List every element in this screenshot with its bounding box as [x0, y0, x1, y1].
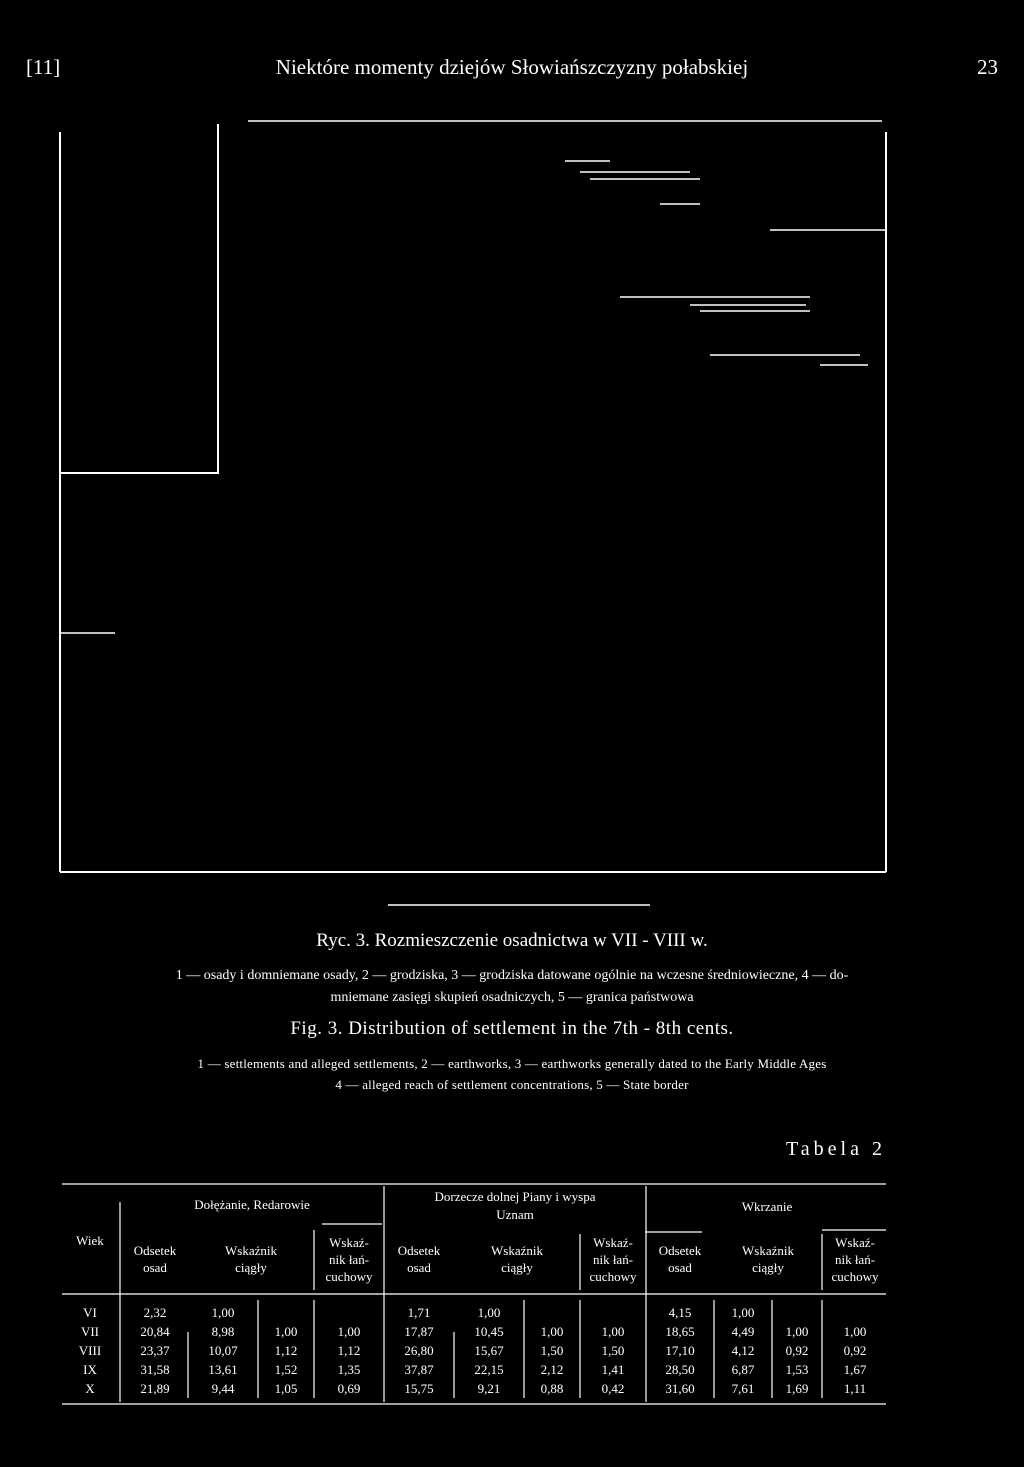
subhead-wsk-lanc — [824, 1234, 886, 1285]
figure-legend-en — [40, 1053, 984, 1095]
table-cell: 1,12 — [337, 1343, 361, 1358]
subhead-line: ciągły — [752, 1260, 784, 1275]
subhead-line: Odsetek — [658, 1243, 702, 1258]
page-number: 23 — [977, 55, 998, 79]
table-cell: 8,98 — [211, 1324, 235, 1339]
table-label: Tabela 2 — [785, 1138, 886, 1160]
table-cell: 4,15 — [668, 1305, 692, 1320]
table-cell: 17,10 — [665, 1343, 695, 1358]
table-cell: 1,69 — [785, 1381, 809, 1396]
inset-box — [60, 124, 218, 473]
subhead-wsk-lanc — [316, 1234, 382, 1285]
subhead-line: nik łań- — [328, 1252, 370, 1267]
subhead-line: cuchowy — [831, 1269, 879, 1284]
table-cell: 1,12 — [274, 1343, 298, 1358]
table-cell: 1,41 — [601, 1362, 625, 1377]
subhead-wsk-ciagly — [190, 1242, 312, 1276]
table-cell: 37,87 — [404, 1362, 434, 1377]
subhead-line: Wskaź- — [593, 1235, 633, 1250]
table-cell: 31,60 — [665, 1381, 695, 1396]
table-cell: 1,52 — [274, 1362, 298, 1377]
table-cell: 1,00 — [477, 1305, 501, 1320]
table-cell: 9,44 — [211, 1381, 235, 1396]
table-cell: 1,11 — [843, 1381, 867, 1396]
table-cell: 10,07 — [208, 1343, 238, 1358]
table-cell: 1,50 — [601, 1343, 625, 1358]
legend-pl-line: mniemane zasięgi skupień osadniczych, 5 — granica państwowa — [330, 990, 694, 1005]
subhead-line: Wskaźnik — [491, 1243, 543, 1258]
table-cell: 6,87 — [731, 1362, 755, 1377]
table-cell: 9,21 — [477, 1381, 501, 1396]
figure-legend-pl — [40, 965, 984, 1009]
subhead-wsk-ciagly — [716, 1242, 820, 1276]
legend-en-line: 4 — alleged reach of settlement concentrations, 5 — State border — [335, 1077, 689, 1092]
subhead-line: osad — [407, 1260, 431, 1275]
group-header-2-line2: Uznam — [496, 1207, 534, 1222]
table-cell: 1,35 — [337, 1362, 361, 1377]
table-cell: 22,15 — [474, 1362, 504, 1377]
data-table — [62, 1182, 886, 1410]
table-cell: 21,89 — [140, 1381, 170, 1396]
row-wiek: VII — [80, 1324, 100, 1339]
table-cell: 1,00 — [785, 1324, 809, 1339]
table-cell: 0,42 — [601, 1381, 625, 1396]
table-cell: 15,67 — [474, 1343, 504, 1358]
table-cell: 1,67 — [843, 1362, 867, 1377]
table-cell: 1,05 — [274, 1381, 298, 1396]
table-cell: 26,80 — [404, 1343, 434, 1358]
group-header-3: Wkrzanie — [741, 1199, 793, 1214]
group-header-2-line1: Dorzecze dolnej Piany i wyspa — [434, 1189, 596, 1204]
running-title: Niektóre momenty dziejów Słowiańszczyzny połabskiej — [275, 55, 749, 79]
subhead-line: Wskaź- — [329, 1235, 369, 1250]
table-cell: 18,65 — [665, 1324, 695, 1339]
legend-pl-line: 1 — osady i domniemane osady, 2 — grodziska, 3 — grodziska datowane ogólnie na wczesne średniowieczne, 4 — do- — [175, 968, 849, 983]
table-cell: 20,84 — [140, 1324, 170, 1339]
table-cell: 0,92 — [843, 1343, 867, 1358]
table-cell: 2,12 — [540, 1362, 564, 1377]
table-cell: 1,00 — [843, 1324, 867, 1339]
table-cell: 1,00 — [274, 1324, 298, 1339]
subhead-odsetek — [648, 1242, 712, 1276]
subhead-wsk-lanc — [582, 1234, 644, 1285]
table-cell: 10,45 — [474, 1324, 504, 1339]
table-cell: 1,00 — [540, 1324, 564, 1339]
row-wiek: VIII — [78, 1343, 102, 1358]
table-cell: 17,87 — [404, 1324, 434, 1339]
table-cell: 15,75 — [404, 1381, 434, 1396]
subhead-line: Odsetek — [397, 1243, 441, 1258]
row-wiek: X — [85, 1381, 95, 1396]
row-wiek: IX — [83, 1362, 97, 1377]
subhead-line: cuchowy — [589, 1269, 637, 1284]
table-cell: 0,92 — [785, 1343, 809, 1358]
subhead-wsk-ciagly — [456, 1242, 578, 1276]
table-cell: 1,50 — [540, 1343, 564, 1358]
table-cell: 1,00 — [731, 1305, 755, 1320]
subhead-line: cuchowy — [325, 1269, 373, 1284]
row-wiek: VI — [83, 1305, 97, 1320]
subhead-line: Wskaź- — [835, 1235, 875, 1250]
table-cell: 28,50 — [665, 1362, 695, 1377]
subhead-odsetek — [122, 1242, 188, 1276]
map-figure — [0, 100, 1024, 920]
table-cell: 31,58 — [140, 1362, 170, 1377]
table-cell: 1,00 — [601, 1324, 625, 1339]
subhead-line: Wskaźnik — [225, 1243, 277, 1258]
table-cell: 7,61 — [731, 1381, 755, 1396]
page-header — [26, 55, 998, 85]
col-wiek: Wiek — [76, 1233, 104, 1248]
group-header-1: Dołężanie, Redarowie — [194, 1197, 310, 1212]
figure-caption-en: Fig. 3. Distribution of settlement in the 7th - 8th cents. — [290, 1018, 734, 1039]
page-marker: [11] — [26, 55, 61, 79]
table-cell: 1,71 — [407, 1305, 431, 1320]
subhead-line: ciągły — [501, 1260, 533, 1275]
table-cell: 0,88 — [540, 1381, 564, 1396]
table-cell: 2,32 — [143, 1305, 167, 1320]
table-cell: 4,49 — [731, 1324, 755, 1339]
map-drawing — [0, 100, 1024, 920]
subhead-line: nik łań- — [834, 1252, 876, 1267]
table-cell: 23,37 — [140, 1343, 170, 1358]
table-cell: 1,53 — [785, 1362, 809, 1377]
subhead-line: ciągły — [235, 1260, 267, 1275]
subhead-odsetek — [386, 1242, 452, 1276]
table-cell: 4,12 — [731, 1343, 755, 1358]
figure-caption-pl: Ryc. 3. Rozmieszczenie osadnictwa w VII - VIII w. — [316, 930, 708, 951]
subhead-line: osad — [143, 1260, 167, 1275]
table-cell: 13,61 — [208, 1362, 238, 1377]
subhead-line: Wskaźnik — [742, 1243, 794, 1258]
table-cell: 1,00 — [211, 1305, 235, 1320]
table-cell: 1,00 — [337, 1324, 361, 1339]
legend-en-line: 1 — settlements and alleged settlements, 2 — earthworks, 3 — earthworks generally dated to the Early Middle Ages — [197, 1056, 827, 1071]
table-cell: 0,69 — [337, 1381, 361, 1396]
subhead-line: osad — [668, 1260, 692, 1275]
subhead-line: nik łań- — [592, 1252, 634, 1267]
subhead-line: Odsetek — [133, 1243, 177, 1258]
